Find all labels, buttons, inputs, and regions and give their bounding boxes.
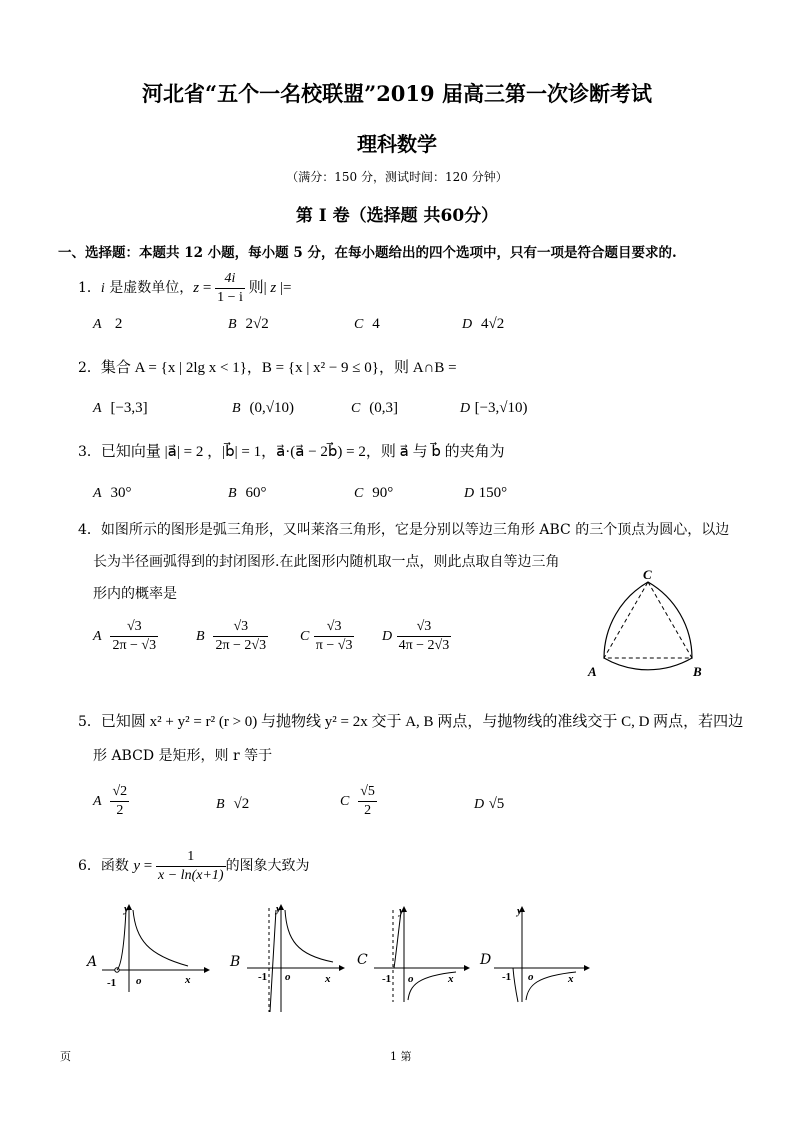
origin-label: o [528,971,534,983]
x-arrow [464,965,470,971]
y-label: y [399,905,404,917]
footer-left: 页 [60,1050,71,1063]
curve-right [285,910,333,962]
reuleaux-outline [604,582,692,670]
q3-option-c[interactable]: C 90° [354,485,394,501]
y-label: y [124,903,129,915]
x-arrow [204,967,210,973]
curve-left [394,912,401,968]
graph-d[interactable] [492,900,592,1005]
vertex-label-b: B [693,664,702,679]
q1-fraction: $\frac{4i}{1 - i}$ [217,271,243,305]
inner-triangle [604,582,692,658]
q1-option-d[interactable]: D 4√2 [462,316,505,332]
x-label: x [325,973,331,985]
curve-left [513,968,518,1002]
q5-option-d[interactable]: D √5 [474,796,505,812]
q1-option-c[interactable]: C 4 [354,316,380,332]
x-arrow [584,965,590,971]
graph-b-label[interactable]: B [230,954,241,970]
x-label: x [568,973,574,985]
vertex-label-c: C [643,567,652,582]
subject-title: 理科数学 [357,132,437,156]
q3-option-a[interactable]: A 30° [93,485,132,501]
q3-option-b[interactable]: B 60° [228,485,267,501]
tick-label: -1 [107,977,117,989]
origin-label: o [408,973,414,985]
q5-option-b[interactable]: B √2 [216,796,250,812]
y-label: y [517,905,522,917]
question-4-line-3: 形内的概率是 [93,586,177,602]
curve-right [133,910,188,966]
q5-option-a[interactable]: A $\frac{√2}{2}$ [93,784,128,818]
x-label: x [448,973,454,985]
question-5-line-2: 形 ABCD 是矩形，则 r 等于 [93,748,273,764]
graph-a[interactable] [100,900,210,995]
exam-note: （满分：150 分，测试时间：120 分钟） [286,170,508,184]
graph-b[interactable] [245,900,345,1015]
tick-label: -1 [502,971,512,983]
x-label: x [185,974,191,986]
q2-option-c[interactable]: C (0,3] [351,400,398,416]
x-arrow [339,965,345,971]
q4-option-b[interactable]: B $\frac{√3}{2\pi - 2√3}$ [196,619,267,653]
graph-c[interactable] [372,900,472,1005]
q2-option-a[interactable]: A [−3,3] [93,400,148,416]
graph-a-label[interactable]: A [87,954,98,970]
y-label: y [276,903,281,915]
q1-option-a[interactable]: A 2 [93,316,123,332]
origin-label: o [136,975,142,987]
q4-option-c[interactable]: C $\frac{√3}{\pi - √3}$ [300,619,353,653]
section-instruction: 一、选择题：本题共 12 小题，每小题 5 分，在每小题给出的四个选项中，只有一项是符合题目要求的. [58,245,677,261]
q5-option-c[interactable]: C $\frac{√5}{2}$ [340,784,375,818]
tick-label: -1 [258,971,268,983]
origin-label: o [285,971,291,983]
vertex-label-a: A [588,664,597,679]
question-4-line-1: 4．如图所示的图形是弧三角形，又叫莱洛三角形，它是分别以等边三角形 ABC 的三个顶点为圆心，以边 [78,522,730,538]
question-4-line-2: 长为半径画弧得到的封闭图形.在此图形内随机取一点，则此点取自等边三角 [93,554,560,570]
q2-option-b[interactable]: B (0,√10) [232,400,294,416]
q6-fraction: $\frac{1}{x - \ln(x+1)}$ [158,849,224,883]
q3-option-d[interactable]: D 150° [464,485,508,501]
question-6: 6．函数 y = $\frac{1}{x - \ln(x+1)}$ 的图象大致为 [78,849,310,883]
question-5-line-1: 5．已知圆 x² + y² = r² (r > 0) 与抛物线 y² = 2x 交于 A, B 两点，与抛物线的准线交于 C, D 两点，若四边 [78,714,744,730]
q4-option-a[interactable]: A $\frac{√3}{2\pi - √3}$ [93,619,157,653]
reuleaux-triangle-figure [585,565,715,685]
graph-c-label[interactable]: C [357,952,368,968]
tick-label: -1 [382,973,392,985]
exam-title: 河北省“五个一名校联盟”2019 届高三第一次诊断考试 [142,81,652,106]
footer-page: 1 第 [390,1050,412,1063]
curve-left [270,910,276,1012]
part-heading: 第 I 卷（选择题 共60分） [295,206,499,226]
graph-d-label[interactable]: D [480,952,492,968]
question-2: 2．集合 A = {x | 2lg x < 1}，B = {x | x² − 9 ≤ 0}，则 A∩B = [78,360,457,376]
question-3: 3．已知向量 |a⃗| = 2 ，|b⃗| = 1，a⃗·(a⃗ − 2b⃗) = 2，则 a⃗ 与 b⃗ 的夹角为 [78,444,505,460]
q1-option-b[interactable]: B 2√2 [228,316,269,332]
q2-option-d[interactable]: D [−3,√10) [460,400,528,416]
question-1: 1．i 是虚数单位，z = $\frac{4i}{1 - i}$ 则| z |= [78,271,292,305]
curve-left [117,910,126,970]
q4-option-d[interactable]: D $\frac{√3}{4\pi - 2√3}$ [382,619,450,653]
